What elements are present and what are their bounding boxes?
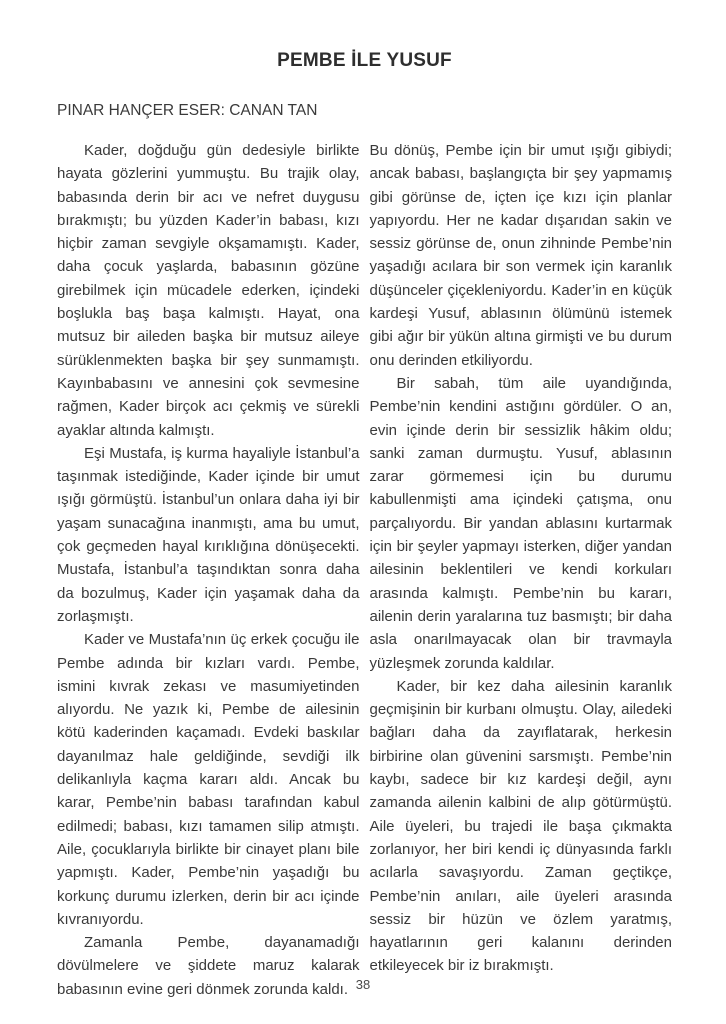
page-number: 38 xyxy=(355,977,371,992)
paragraph: Bu dönüş, Pembe için bir umut ışığı gibiydi; ancak babası, başlangıçta bir şey yapmamış gibi görünse de, içten içe kızı için planlar yapıyordu. Her ne kadar dışarıdan sakin ve sessiz görünse de, onun zihninde Pembe’nin yaşadığı acılara bir son vermek için karanlık düşünceler çiçekleniyordu. Kader’in en küçük kardeşi Yusuf, ablasının ölümünü istemek gibi ağır bir yükün altına girmişti ve bu durum onu derinden etkiliyordu. xyxy=(369,142,672,369)
right-column xyxy=(370,139,673,1001)
paragraph: Kader ve Mustafa’nın üç erkek çocuğu ile Pembe adında bir kızları vardı. Pembe, ismini kıvrak zekası ve masumiyetinden alıyordu. Ne yazık ki, Pembe de ailesinin kötü kaderinden kaçamadı. Evdeki baskılar dayanılmaz hale geldiğinde, sevdiği ilk delikanlıyla kaçma kararı aldı. Ancak bu karar, Pembe’nin babası tarafından kabul edilmedi; babası, kızı tamamen silip atmıştı. Aile, çocuklarıyla birlikte bir cinayet planı bile yapmıştı. Kader, Pembe’nin yaşadığı bu korkunç durumu izlerken, derin bir acı içinde kıvranıyordu. xyxy=(57,631,360,928)
paragraph: Bir sabah, tüm aile uyandığında, Pembe’nin kendini astığını gördüler. O an, evin içinde derin bir sessizlik hâkim oldu; sanki zaman durmuştu. Yusuf, ablasının zarar görmemesi için bu durumu kabullenmişti ama içindeki çatışma, onu parçalıyordu. Bir yandan ablasını kurtarmak için bir şeyler yapmayı isterken, diğer yandan ailesinin beklentileri ve kendi korkuları arasında kalmıştı. Pembe’nin bu kararı, ailenin derin yaralarına tuz basmıştı; bir daha asla onarılmayacak olan bir travmayla yüzleşmek zorunda kaldılar. xyxy=(369,374,672,672)
byline: PINAR HANÇER ESER: CANAN TAN xyxy=(57,102,318,119)
paragraph: Kader, bir kez daha ailesinin karanlık geçmişinin bir kurbanı olmuştu. Olay, ailedeki bağları daha da zayıflatarak, herkesin birbirine olan güvenini sarsmıştı. Pembe’nin kaybı, sadece bir kız kardeşi değil, aynı zamanda ailenin kalbini de alıp götürmüştü. Aile üyeleri, bu trajedi ile başa çıkmakta zorlanıyor, her biri kendi iç dünyasında farklı acılarla savaşıyordu. Zaman geçtikçe, Pembe’nin anıları, aile üyeleri arasında sessiz bir hüzün ve özlem yaratmış, hayatlarının geri kalanını derinden etkileyecek bir iz bırakmıştı. xyxy=(369,677,672,975)
page-title: PEMBE İLE YUSUF xyxy=(277,50,452,71)
text-columns xyxy=(57,139,672,1001)
paragraph: Zamanla Pembe, dayanamadığı dövülmelere ve şiddete maruz kalarak babasının evine geri dönmek zorunda kaldı. xyxy=(57,934,360,998)
paragraph: Eşi Mustafa, iş kurma hayaliyle İstanbul’a taşınmak istediğinde, Kader içinde bir umut ışığı görmüştü. İstanbul’un onlara daha iyi bir yaşam sunacağına inanmıştı, ama bu umut, çok geçmeden hayal kırıklığına dönüşecekti. Mustafa, İstanbul’a taşındıktan sonra daha da bozulmuş, Kader için yaşamak daha da zorlaşmıştı. xyxy=(57,444,360,625)
paragraph: Kader, doğduğu gün dedesiyle birlikte hayata gözlerini yummuştu. Bu trajik olay, babasında derin bir acı ve nefret duygusu bırakmıştı; bu yüzden Kader’in babası, kızı hiçbir zaman sevgiyle okşamamıştı. Kader, daha çocuk yaşlarda, babasının gözüne girebilmek için mücadele ederken, içindeki boşlukla baş başa kalmıştı. Hayat, ona mutsuz bir aileden başka bir mutsuz aileye sürüklenmekten başka bir şey sunmamıştı. Kayınbabasını ve annesini çok sevmesine rağmen, Kader birçok acı çekmiş ve sürekli ayaklar altında kalmıştı. xyxy=(57,142,360,439)
left-column xyxy=(57,139,360,1001)
